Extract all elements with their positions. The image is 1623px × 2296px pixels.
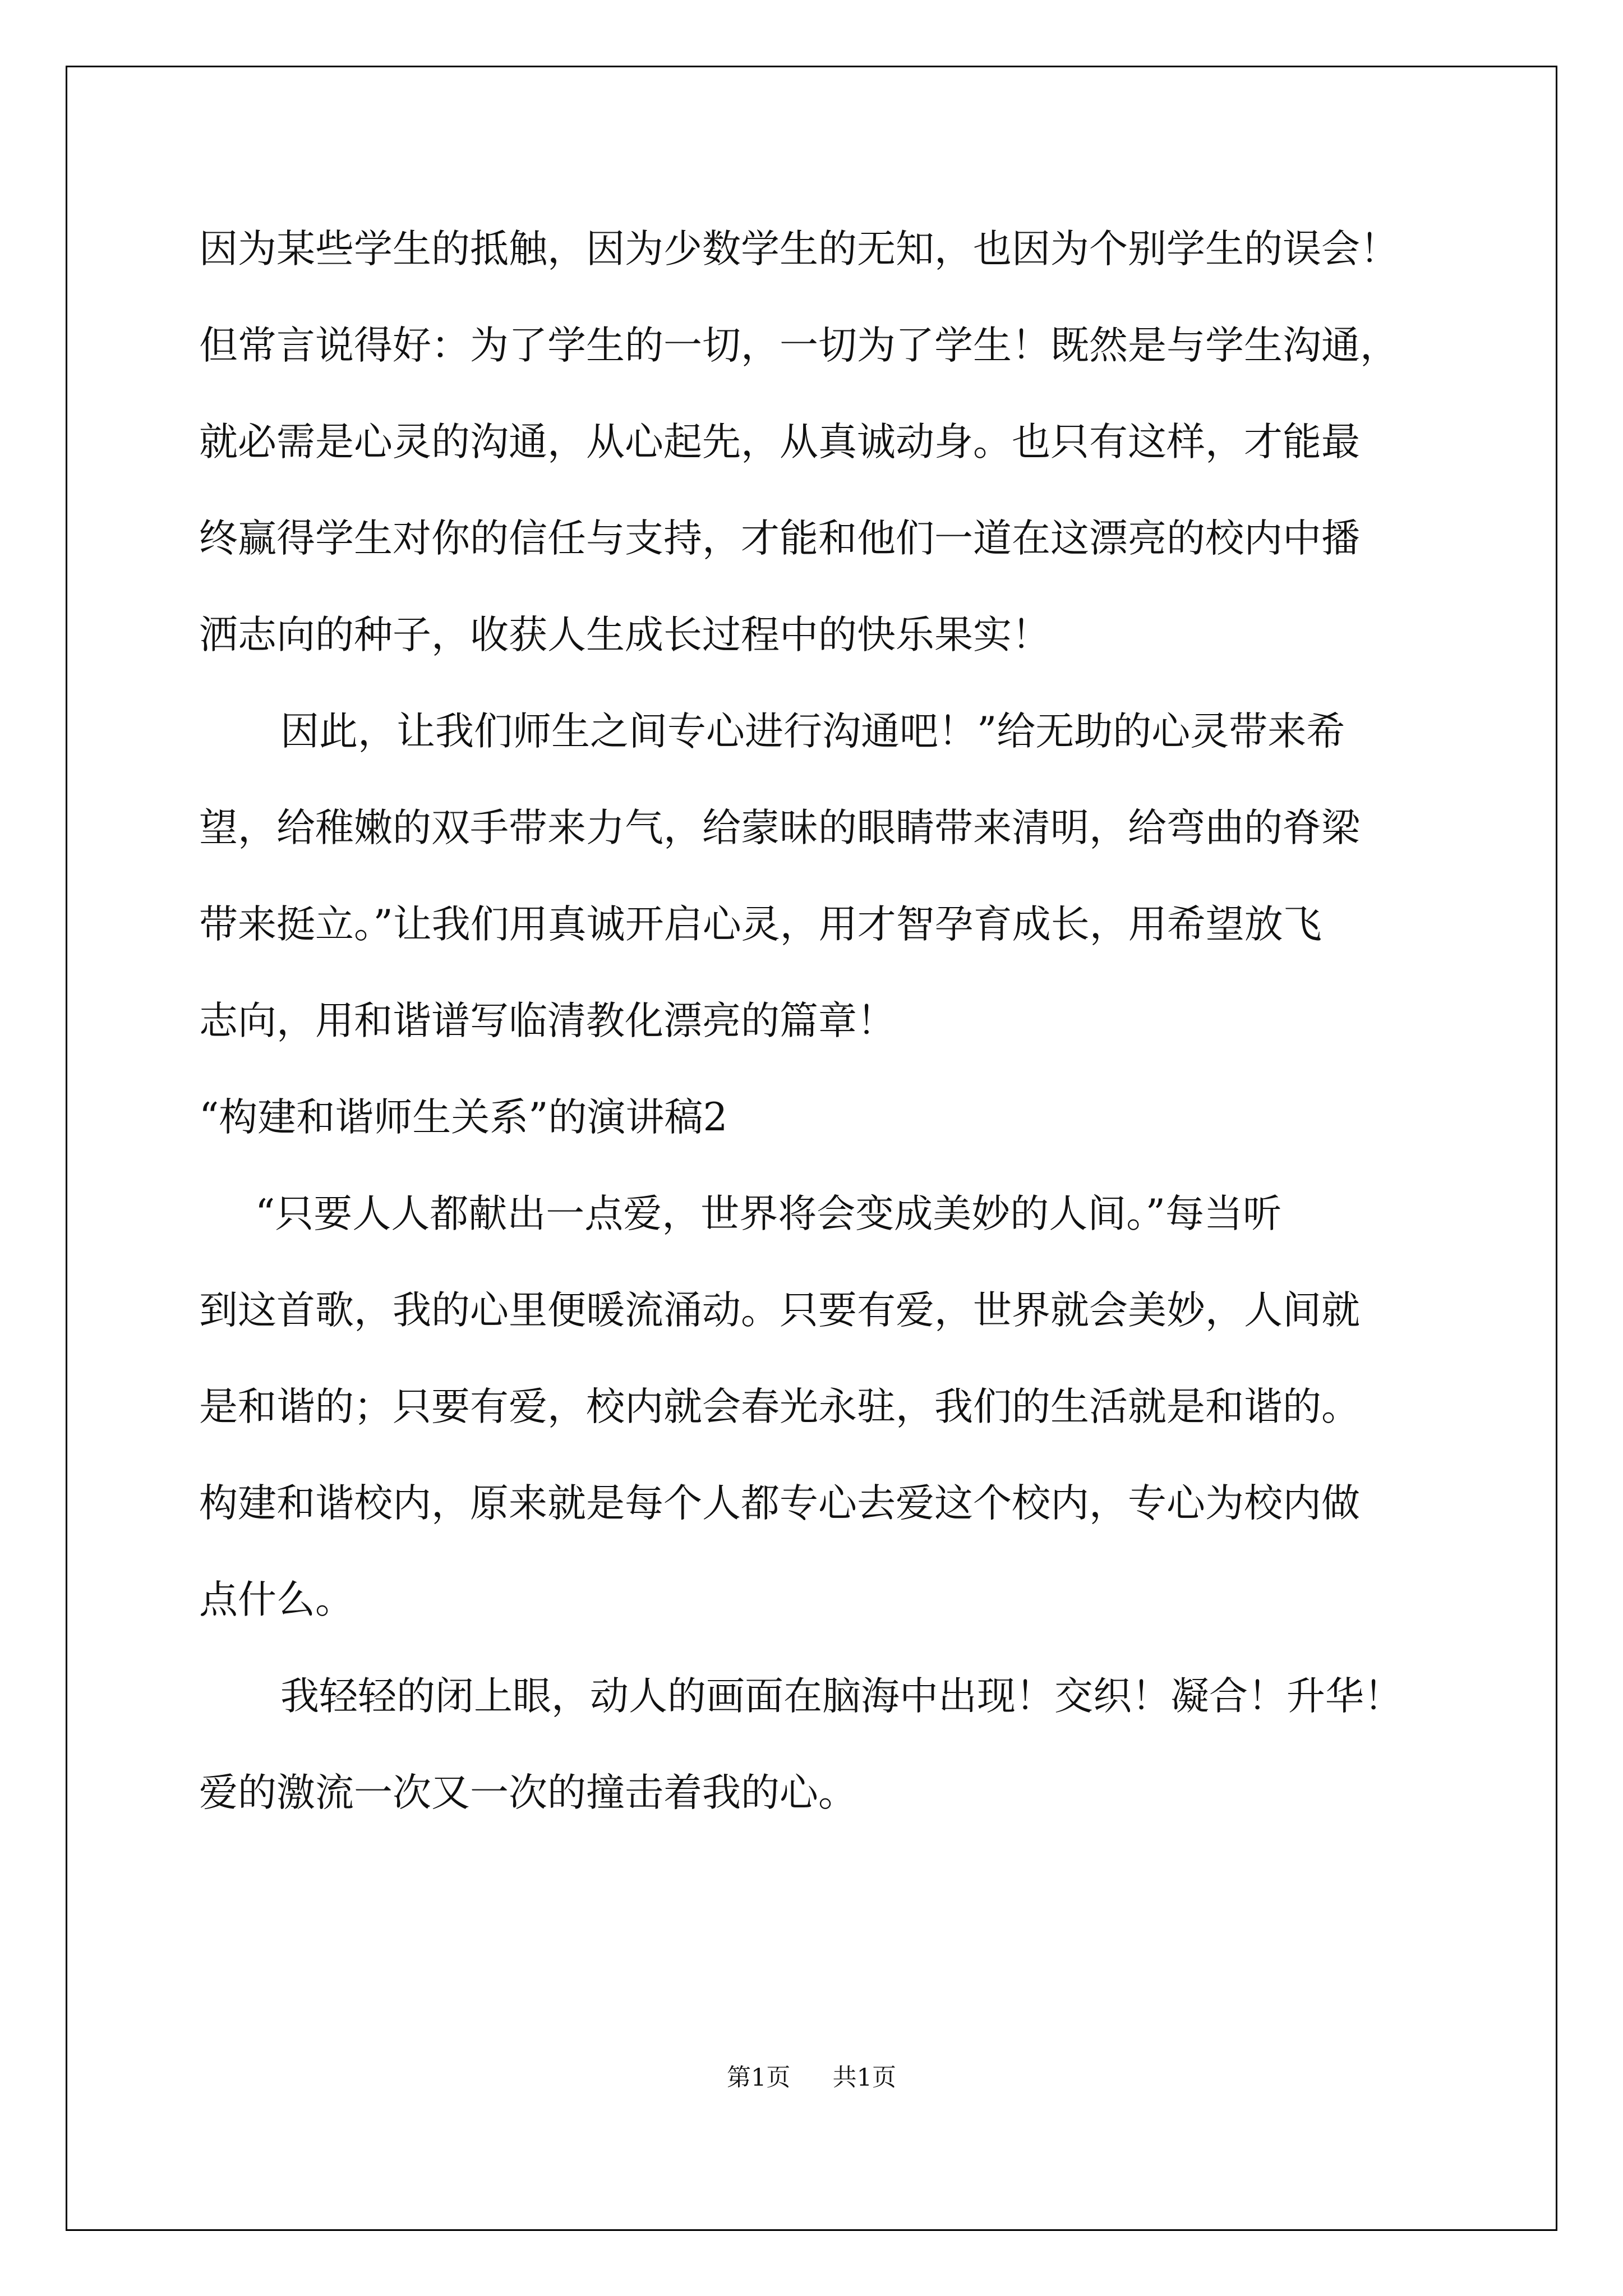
text-line-14: 构建和谐校内，原来就是每个人都专心去爱这个校内，专心为校内做: [199, 1481, 1360, 1526]
text-line-17: 爱的激流一次又一次的撞击着我的心。: [199, 1770, 857, 1815]
text-line-2: 但常言说得好：为了学生的一切，一切为了学生！既然是与学生沟通，: [199, 323, 1399, 368]
text-line-12: 到这首歌，我的心里便暖流涌动。只要有爱，世界就会美妙，人间就: [199, 1288, 1360, 1333]
section-heading: “构建和谐师生关系”的演讲稿2: [199, 1095, 728, 1140]
text-line-8: 带来挺立。”让我们用真诚开启心灵，用才智孕育成长，用希望放飞: [199, 902, 1322, 947]
text-line-4: 终赢得学生对你的信任与支持，才能和他们一道在这漂亮的校内中播: [199, 516, 1360, 561]
page-number: 第1页: [726, 2064, 791, 2092]
text-line-3: 就必需是心灵的沟通，从心起先，从真诚动身。也只有这样，才能最: [199, 420, 1360, 464]
text-line-15: 点什么。: [199, 1577, 354, 1622]
text-line-7: 望，给稚嫩的双手带来力气，给蒙昧的眼睛带来清明，给弯曲的脊梁: [199, 806, 1360, 850]
text-line-11: “只要人人都献出一点爱，世界将会变成美妙的人间。”每当听: [255, 1191, 1282, 1236]
text-line-1: 因为某些学生的抵触，因为少数学生的无知，也因为个别学生的误会！: [199, 227, 1399, 272]
page-footer: [0, 2059, 1623, 2093]
text-line-16: 我轻轻的闭上眼，动人的画面在脑海中出现！交织！凝合！升华！: [280, 1674, 1403, 1719]
document-body: [199, 201, 1433, 1841]
text-line-13: 是和谐的；只要有爱，校内就会春光永驻，我们的生活就是和谐的。: [199, 1384, 1360, 1429]
page-total: 共1页: [832, 2064, 897, 2092]
text-line-5: 洒志向的种子，收获人生成长过程中的快乐果实！: [199, 613, 1050, 657]
text-line-6: 因此，让我们师生之间专心进行沟通吧！”给无助的心灵带来希: [280, 709, 1345, 754]
text-line-9: 志向，用和谐谱写临清教化漂亮的篇章！: [199, 999, 896, 1043]
